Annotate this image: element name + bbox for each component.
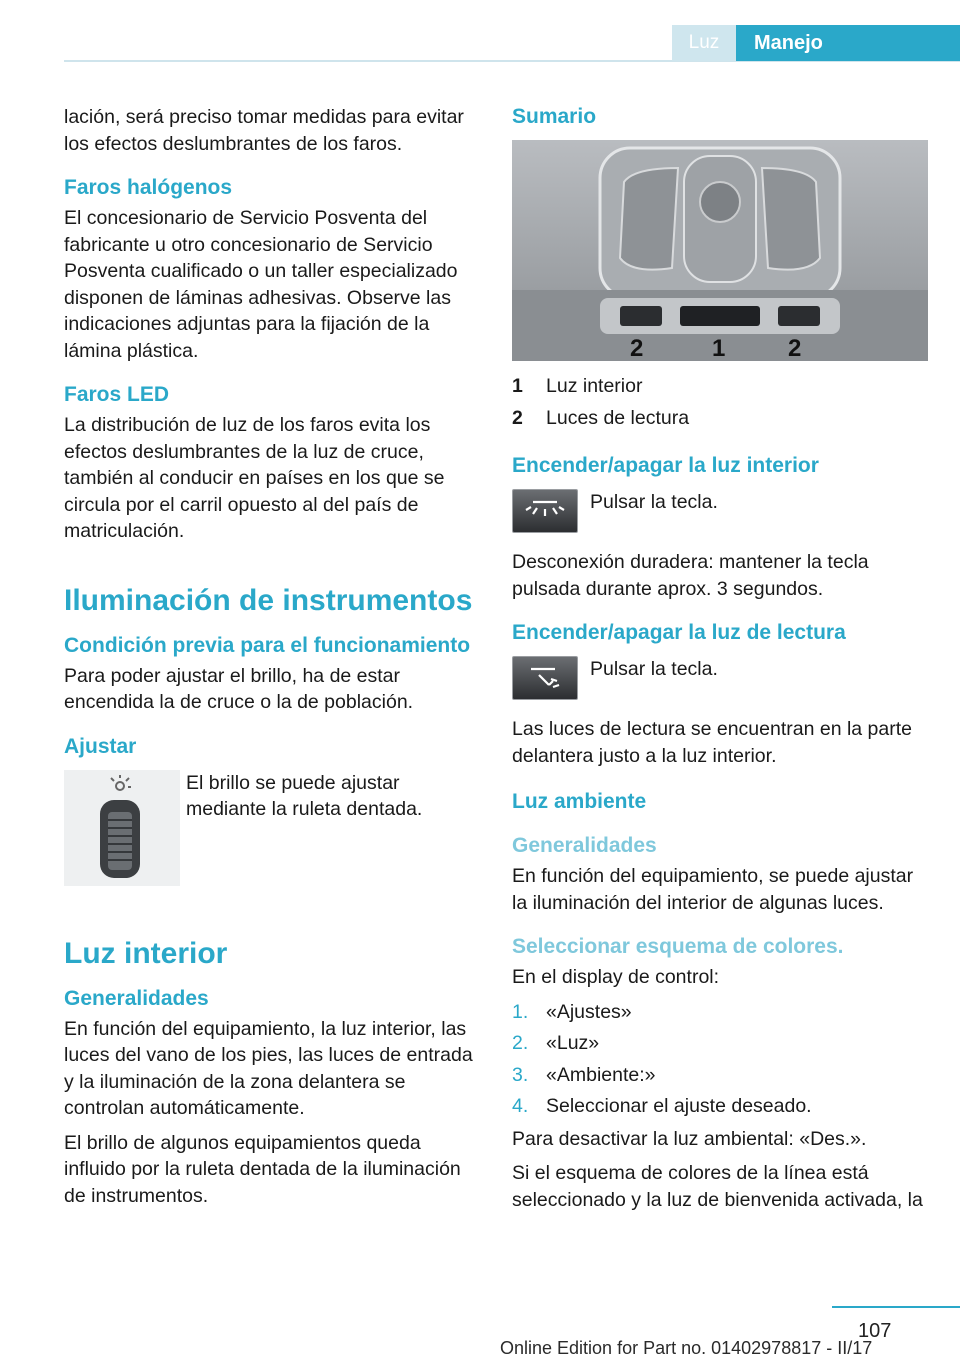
step-number: 4. <box>512 1095 529 1117</box>
closing-paragraph: Si el esquema de colores de la línea está seleccionado y la luz de bienvenida activada, la <box>512 1162 923 1211</box>
permanent-off-paragraph: Desconexión duradera: mantener la tecla pulsada durante aprox. 3 segundos. <box>512 551 869 600</box>
general-paragraph-2: El brillo de algunos equipamientos queda influido por la ruleta dentada de la iluminación de instrumentos. <box>64 1131 461 1207</box>
overhead-console-photo <box>512 140 928 361</box>
intro-paragraph: lación, será preciso tomar medidas para evitar los efectos deslumbrantes de los faros. <box>64 106 464 155</box>
step-text: «Ajustes» <box>546 1000 632 1023</box>
precondition-heading: Condición previa para el funcionamiento <box>64 633 471 657</box>
step-text: «Ambiente:» <box>546 1063 656 1086</box>
summary-heading: Sumario <box>512 105 597 128</box>
interior-light-heading: Luz interior <box>64 936 228 970</box>
interior-light-key-icon <box>512 489 578 533</box>
press-key-text-1: Pulsar la tecla. <box>590 491 718 513</box>
step-item <box>512 999 928 1026</box>
legend-text: Luces de lectura <box>546 406 690 429</box>
thumbwheel-icon <box>64 770 180 886</box>
interior-key-block <box>512 489 928 539</box>
legend-number: 2 <box>512 406 523 429</box>
adjust-heading: Ajustar <box>64 734 137 758</box>
step-item <box>512 1030 928 1057</box>
ambient-light-heading: Luz ambiente <box>512 790 647 813</box>
step-text: «Luz» <box>546 1032 600 1054</box>
chapter-tab: Manejo <box>736 25 960 61</box>
step-text: Seleccionar el ajuste deseado. <box>546 1095 812 1117</box>
photo-label-left: 2 <box>630 335 644 361</box>
halogen-paragraph: El concesionario de Servicio Posventa del fabricante u otro concesionario de Servicio Posventa cualificado o un taller especializado disponen de láminas adhesivas. Observe las indicaciones adjuntas para la fijación de la lámina plástica. <box>64 207 458 362</box>
step-item <box>512 1093 928 1120</box>
ambient-general-heading: Generalidades <box>512 834 657 857</box>
general-heading: Generalidades <box>64 986 209 1010</box>
adjust-paragraph: El brillo se puede ajustar mediante la ruleta dentada. <box>186 771 423 820</box>
interior-onoff-heading: Encender/apagar la luz interior <box>512 454 819 477</box>
precondition-paragraph: Para poder ajustar el brillo, ha de estar encendida la de cruce o la de población. <box>64 664 414 713</box>
legend-text: Luz interior <box>546 375 643 397</box>
reading-light-key-icon <box>512 656 578 700</box>
photo-label-right: 2 <box>788 335 802 361</box>
ambient-general-paragraph: En función del equipamiento, se puede ajustar la iluminación del interior de algunas luces. <box>512 865 914 914</box>
general-paragraph-1: En función del equipamiento, la luz interior, las luces del vano de los pies, las luces de entrada y la iluminación de la zona delantera se controlan automáticamente. <box>64 1017 473 1119</box>
footer-rule <box>832 1306 960 1308</box>
edition-text: Online Edition for Part no. 01402978817 - II/17 <box>500 1338 873 1358</box>
steps-list <box>512 999 928 1120</box>
legend-item <box>512 405 928 432</box>
instrument-lighting-heading: Iluminación de instrumentos <box>64 583 473 617</box>
control-display-text: En el display de control: <box>512 966 720 988</box>
led-heading: Faros LED <box>64 383 170 406</box>
step-number: 2. <box>512 1032 529 1054</box>
adjust-block <box>64 770 479 896</box>
led-paragraph: La distribución de luz de los faros evita los efectos deslumbrantes de la luz de cruce, también al conducir en países en los que se circula por el carril opuesto al del país de matriculación. <box>64 414 445 542</box>
deactivate-paragraph: Para desactivar la luz ambiental: «Des.». <box>512 1127 867 1150</box>
reading-key-block <box>512 656 928 706</box>
photo-legend <box>512 373 928 431</box>
left-column <box>64 104 479 1217</box>
reading-lights-paragraph: Las luces de lectura se encuentran en la parte delantera justo a la luz interior. <box>512 718 913 767</box>
step-number: 3. <box>512 1063 529 1086</box>
press-key-text-2: Pulsar la tecla. <box>590 658 718 680</box>
section-tab: Luz <box>672 25 736 61</box>
halogen-heading: Faros halógenos <box>64 176 233 199</box>
right-column <box>512 104 928 1221</box>
color-scheme-heading: Seleccionar esquema de colores. <box>512 935 844 958</box>
legend-number: 1 <box>512 375 523 397</box>
step-number: 1. <box>512 1000 529 1023</box>
photo-label-center: 1 <box>712 335 726 361</box>
reading-onoff-heading: Encender/apagar la luz de lectura <box>512 621 846 644</box>
page-number: 107 <box>858 1320 892 1342</box>
legend-item <box>512 373 928 400</box>
step-item <box>512 1062 928 1089</box>
